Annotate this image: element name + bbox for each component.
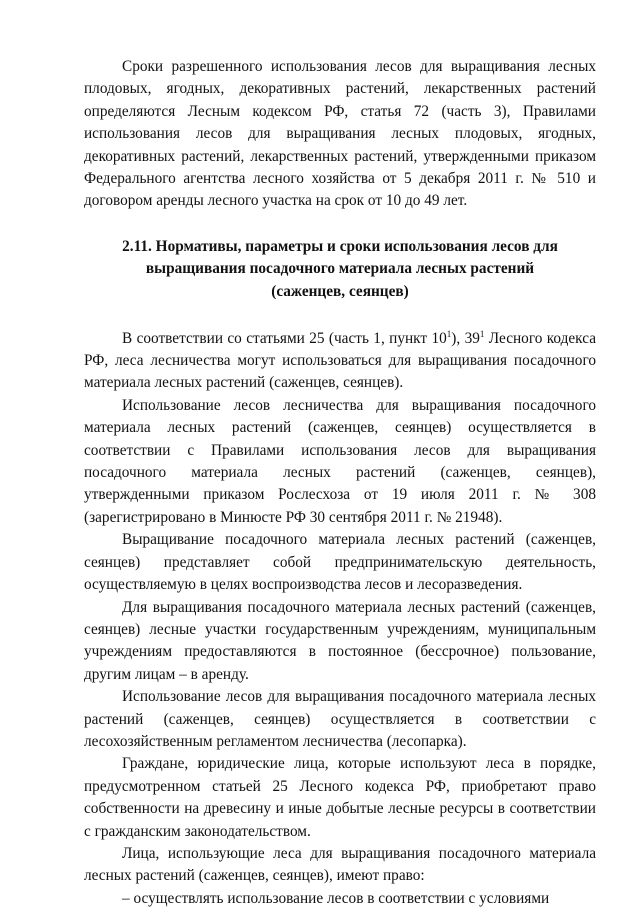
paragraph-regulation: Использование лесов для выращивания посадочного материала лесных растений (саженцев, сеянцев) осуществляется в соответствии с лесохозяйственным регламентом лесничества (лесопарка). bbox=[84, 688, 596, 750]
superscript-1: 1 bbox=[446, 328, 452, 339]
paragraph-legal-basis-text-3: Лесного кодекса РФ, леса лесничества могут использоваться для выращивания посадочного материала лесных растений (саженцев, сеянцев). bbox=[84, 329, 596, 392]
section-heading bbox=[84, 236, 596, 304]
paragraph-ownership: Граждане, юридические лица, которые используют леса в порядке, предусмотренном статьей 25 Лесного кодекса РФ, приобретают право собственности на древесину и иные добытые лесные ресурсы в соответствии с гражданским законодательством. bbox=[84, 755, 596, 840]
section-heading-line-3: (саженцев, сеянцев) bbox=[271, 283, 409, 301]
paragraph-land-provision: Для выращивания посадочного материала лесных растений (саженцев, сеянцев) лесные участки государственным учреждениям, муниципальным учреждениям предоставляются в постоянное (бессрочное) пользование, другим лицам – в аренду. bbox=[84, 598, 596, 683]
paragraph-rules: Использование лесов лесничества для выращивания посадочного материала лесных растений (саженцев, сеянцев) осуществляется в соответствии с Правилами использования лесов для выращивания посадочного материала лесных растений (саженцев, сеянцев), утвержденными приказом Рослесхоза от 19 июля 2011 г. № 308 (зарегистрировано в Минюсте РФ 30 сентября 2011 г. № 21948). bbox=[84, 396, 596, 526]
intro-paragraph: Сроки разрешенного использования лесов для выращивания лесных плодовых, ягодных, декоративных растений, лекарственных растений определяются Лесным кодексом РФ, статья 72 (часть 3), Правилами использования лесов для выращивания лесных плодовых, ягодных, декоративных растений, лекарственных растений, утвержденными приказом Федерального агентства лесного хозяйства от 5 декабря 2011 г. № 510 и договором аренды лесного участка на срок от 10 до 49 лет. bbox=[84, 58, 596, 210]
paragraph-rights-item: – осуществлять использование лесов в соответствии с условиями bbox=[122, 889, 550, 907]
document-page bbox=[84, 56, 596, 910]
paragraph-rights-intro: Лица, использующие леса для выращивания посадочного материала лесных растений (саженцев, сеянцев), имеют право: bbox=[84, 844, 596, 885]
section-heading-line-2: выращивания посадочного материала лесных растений bbox=[145, 260, 535, 278]
paragraph-legal-basis-text-1: В соответствии со статьями 25 (часть 1, пункт 10 bbox=[122, 329, 447, 347]
superscript-2: 1 bbox=[479, 328, 485, 339]
paragraph-legal-basis-text-2: ), 39 bbox=[451, 329, 480, 347]
section-heading-line-1: 2.11. Нормативы, параметры и сроки использования лесов для bbox=[122, 237, 558, 255]
paragraph-business-activity: Выращивание посадочного материала лесных растений (саженцев, сеянцев) представляет собой предпринимательскую деятельность, осуществляемую в целях воспроизводства лесов и лесоразведения. bbox=[84, 531, 596, 594]
paragraph-legal-basis bbox=[84, 328, 596, 395]
